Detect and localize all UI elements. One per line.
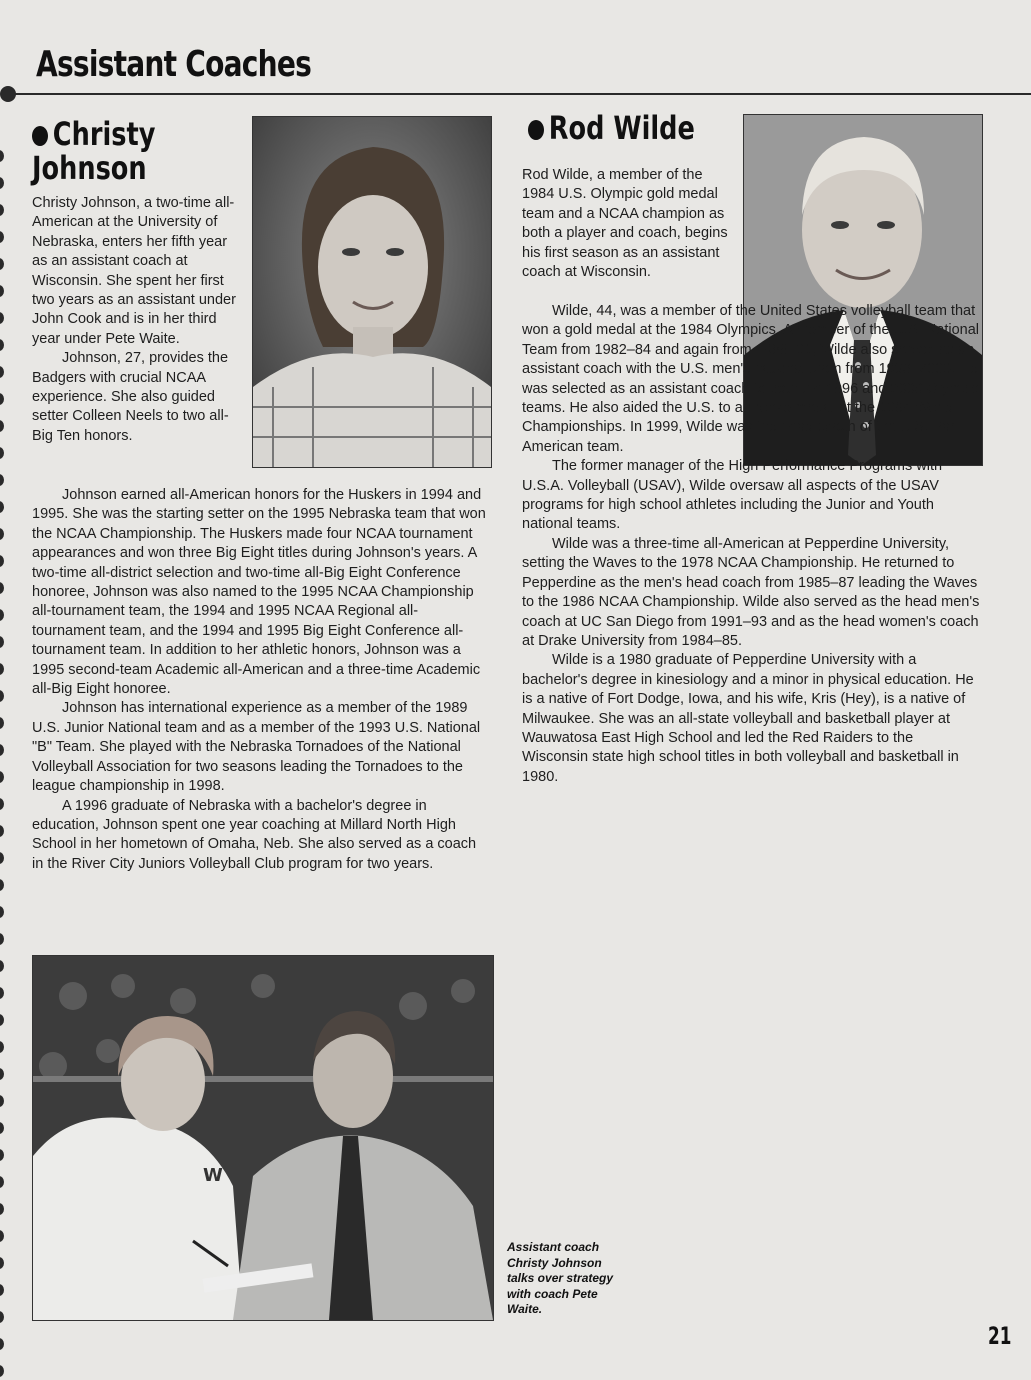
coach-name-rod-wilde: Rod Wilde: [528, 112, 695, 146]
binding-hole: [0, 420, 4, 432]
binding-hole: [0, 1041, 4, 1053]
bullet-icon: [32, 126, 48, 146]
bio-paragraph: A 1996 graduate of Nebraska with a bachelor's degree in education, Johnson spent one year coaching at Millard North High School in her hometown of Omaha, Neb. She also served as a coach in the River City Juniors Volleyball Club program for two years.: [32, 797, 477, 872]
binding-hole: [0, 582, 4, 594]
christy-johnson-bio-bottom: [32, 486, 490, 874]
section-title: Assistant Coaches: [36, 44, 312, 85]
header-rule-dot: [0, 86, 16, 102]
photo-caption: Assistant coach Christy Johnson talks over strategy with coach Pete Waite.: [507, 1240, 614, 1317]
binding-holes: [0, 0, 8, 1380]
binding-hole: [0, 1311, 4, 1323]
page-number: 21: [988, 1322, 1012, 1350]
binding-hole: [0, 1365, 4, 1377]
binding-hole: [0, 1176, 4, 1188]
portrait-image-icon: [253, 117, 491, 467]
binding-hole: [0, 204, 4, 216]
binding-hole: [0, 852, 4, 864]
binding-hole: [0, 717, 4, 729]
christy-johnson-portrait: [252, 116, 492, 468]
binding-hole: [0, 798, 4, 810]
binding-hole: [0, 447, 4, 459]
binding-hole: [0, 960, 4, 972]
binding-hole: [0, 258, 4, 270]
header-rule: [10, 93, 1031, 95]
binding-hole: [0, 636, 4, 648]
svg-text:W: W: [203, 1165, 223, 1186]
coach-name-christy-johnson: Christy Johnson: [32, 115, 156, 187]
binding-hole: [0, 906, 4, 918]
binding-hole: [0, 771, 4, 783]
binding-hole: [0, 528, 4, 540]
binding-hole: [0, 366, 4, 378]
rod-wilde-bio-bottom: [522, 302, 980, 787]
binding-hole: [0, 933, 4, 945]
binding-hole: [0, 825, 4, 837]
bio-paragraph: Christy Johnson, a two-time all-American at the University of Nebraska, enters her fifth year as an assistant coach at Wisconsin. She spent her first two years as an assistant under John Cook and is in her third year under Pete Waite.: [32, 195, 236, 347]
bio-paragraph: Johnson has international experience as a member of the 1989 U.S. Junior National team and as a member of the 1993 U.S. National "B" Team. She played with the Nebraska Tornadoes of the National Volleyball Association for two seasons leading the Tornadoes to the league championship in 1998.: [32, 700, 481, 795]
binding-hole: [0, 663, 4, 675]
rod-wilde-bio-top: [522, 166, 732, 282]
binding-hole: [0, 879, 4, 891]
binding-hole: [0, 555, 4, 567]
binding-hole: [0, 609, 4, 621]
binding-hole: [0, 1122, 4, 1134]
binding-hole: [0, 1230, 4, 1242]
binding-hole: [0, 1095, 4, 1107]
binding-hole: [0, 393, 4, 405]
binding-hole: [0, 1338, 4, 1350]
bio-paragraph: Johnson, 27, provides the Badgers with crucial NCAA experience. She also guided setter Colleen Neels to two all-Big Ten honors.: [32, 350, 229, 444]
binding-hole: [0, 1257, 4, 1269]
binding-hole: [0, 1014, 4, 1026]
binding-hole: [0, 150, 4, 162]
action-photo-image-icon: [33, 956, 493, 1320]
binding-hole: [0, 690, 4, 702]
binding-hole: [0, 1203, 4, 1215]
bullet-icon: [528, 120, 544, 140]
binding-hole: [0, 231, 4, 243]
coaches-action-photo: [32, 955, 494, 1321]
binding-hole: [0, 1068, 4, 1080]
binding-hole: [0, 501, 4, 513]
binding-hole: [0, 987, 4, 999]
binding-hole: [0, 339, 4, 351]
bio-paragraph: The former manager of the High Performance Programs with U.S.A. Volleyball (USAV), Wilde oversaw all aspects of the USAV programs for high school athletes including the Junior and Youth national teams.: [522, 458, 943, 533]
binding-hole: [0, 177, 4, 189]
binding-hole: [0, 744, 4, 756]
binding-hole: [0, 285, 4, 297]
bio-paragraph: Wilde, 44, was a member of the United States volleyball team that won a gold medal at the 1984 Olympics. A member of the U.S. National Team from 1982–84 and again from 1989–91, Wilde also served as an assistant coach with the U.S. men's national team from 1993–2000. He was selected as an assistant coach to both the 1996 and 2000 Olympic teams. He also aided the U.S. to a bronze medal at the 1994 World Championships. In 1999, Wilde was the head coach of the U.S. Pan-American team.: [522, 303, 980, 455]
christy-johnson-bio-top: [32, 194, 242, 446]
binding-hole: [0, 312, 4, 324]
bio-paragraph: Johnson earned all-American honors for the Huskers in 1994 and 1995. She was the starting setter on the 1995 Nebraska team that won the NCAA Championship. The Huskers made four NCAA tournament appearances and won three Big Eight titles during Johnson's years. A two-time all-district selection and two-time all-Big Eight Conference honoree, Johnson was also named to the 1995 NCAA Championship all-tournament team, the 1994 and 1995 NCAA Regional all-tournament team, and the 1994 and 1995 Big Eight Conference all-tournament team. In addition to her athletic honors, Johnson was a 1995 second-team Academic all-American and a three-time Academic all-Big Eight honoree.: [32, 487, 486, 698]
bio-paragraph: Wilde is a 1980 graduate of Pepperdine University with a bachelor's degree in kinesiology and a minor in physical education. He is a native of Fort Dodge, Iowa, and his wife, Kris (Hey), is a native of Milwaukee. She was an all-state volleyball and basketball player at Wauwatosa East High School and led the Red Raiders to the Wisconsin state high school titles in both volleyball and basketball in 1980.: [522, 652, 974, 785]
bio-paragraph: Rod Wilde, a member of the 1984 U.S. Olympic gold medal team and a NCAA champion as both a player and coach, begins his first season as an assistant coach at Wisconsin.: [522, 167, 728, 281]
binding-hole: [0, 1284, 4, 1296]
binding-hole: [0, 1149, 4, 1161]
bio-paragraph: Wilde was a three-time all-American at Pepperdine University, setting the Waves to the 1978 NCAA Championship. He returned to Pepperdine as the men's head coach from 1985–87 leading the Waves to the 1986 NCAA Championship. Wilde also served as the head men's coach at UC San Diego from 1991–93 and as the head women's coach at Drake University from 1984–85.: [522, 535, 980, 649]
binding-hole: [0, 474, 4, 486]
